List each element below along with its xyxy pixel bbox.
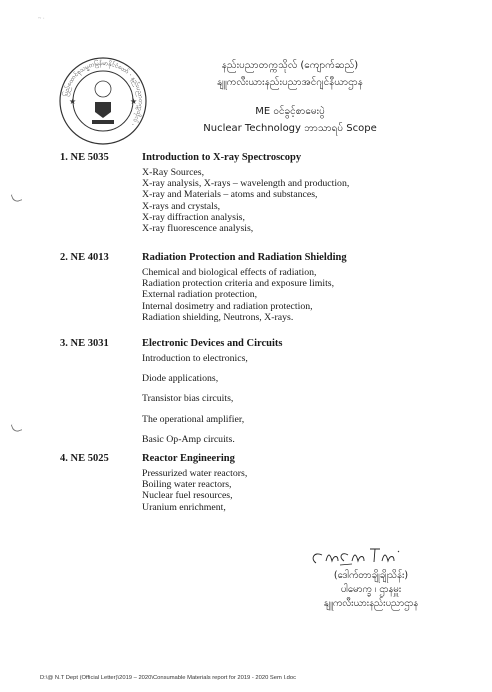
corner-mark: ~ ·	[38, 16, 45, 22]
svg-text:★: ★	[69, 97, 77, 106]
topic-item: Radiation shielding, Neutrons, X-rays.	[142, 311, 294, 323]
signature-block	[296, 545, 446, 611]
department-name: နျူကလီးယားနည်းပညာအင်ဂျင်နီယာဌာန	[217, 77, 363, 88]
letterhead	[160, 58, 420, 136]
punch-hole-mark	[11, 192, 23, 204]
topic-item: X-Ray Sources,	[142, 167, 205, 178]
punch-hole-mark	[11, 422, 23, 434]
topic-item: Pressurized water reactors,	[142, 468, 248, 479]
seal-graphic	[58, 56, 148, 146]
course-code: 4. NE 5025	[60, 453, 109, 464]
signatory-department: နျူကလီးယားနည်းပညာဌာန	[323, 598, 419, 609]
handwritten-signature	[296, 545, 446, 569]
university-seal	[58, 56, 148, 146]
topic-item: Boiling water reactors,	[142, 479, 232, 491]
topic-item: X-ray fluorescence analysis,	[142, 223, 254, 235]
topic-item: Uranium enrichment,	[142, 501, 226, 513]
course-code: 3. NE 3031	[60, 338, 109, 349]
course-code: 1. NE 5035	[60, 152, 109, 163]
signatory-name: (ဒေါက်တာချိုချိုသိန်း)	[333, 570, 409, 581]
topic-item: Radiation protection criteria and exposure limits,	[142, 278, 335, 290]
topic-item: X-ray analysis, X-rays – wavelength and production,	[142, 178, 350, 190]
topic-item: The operational amplifier,	[142, 413, 245, 425]
svg-text:ပြည်ထောင်စုသမ္မတမြန်မာနိုင်ငံတ: ပြည်ထောင်စုသမ္မတမြန်မာနိုင်ငံတော် · နည်းပညာတက္ကသိုလ် ·	[62, 59, 145, 128]
topic-item: Internal dosimetry and radiation protection,	[142, 300, 313, 312]
course-title: Radiation Protection and Radiation Shielding	[142, 252, 347, 263]
topic-item: Transistor bias circuits,	[142, 393, 234, 405]
file-path-footer: D:\@ N.T Dept (Official Letter)\2019 – 2020\Consumable Materials report for 2019 - 2020 Sem I.doc	[40, 675, 297, 681]
topic-item: Chemical and biological effects of radiation,	[142, 267, 317, 278]
course-title: Reactor Engineering	[142, 453, 235, 464]
svg-text:★: ★	[130, 97, 138, 106]
scope-title: Nuclear Technology ဘာသာရပ် Scope	[203, 123, 377, 134]
course-code: 2. NE 4013	[60, 252, 109, 263]
topic-item: Nuclear fuel resources,	[142, 490, 233, 502]
exam-title: ME ဝင်ခွင့်စာမေးပွဲ	[255, 106, 325, 117]
topic-item: External radiation protection,	[142, 289, 258, 301]
topic-item: Introduction to electronics,	[142, 353, 248, 364]
course-title: Introduction to X-ray Spectroscopy	[142, 152, 302, 163]
topic-item: Diode applications,	[142, 373, 219, 385]
course-title: Electronic Devices and Circuits	[142, 338, 283, 349]
topic-item: X-ray diffraction analysis,	[142, 211, 245, 223]
university-name: နည်းပညာတက္ကသိုလ် (ကျောက်ဆည်)	[221, 60, 359, 71]
topic-item: Basic Op-Amp circuits.	[142, 433, 235, 445]
topic-item: X-rays and crystals,	[142, 200, 221, 212]
topic-item: X-ray and Materials – atoms and substances,	[142, 189, 318, 201]
signatory-title: ပါမောက္ခ ၊ ဌာနမှူး	[340, 584, 402, 595]
